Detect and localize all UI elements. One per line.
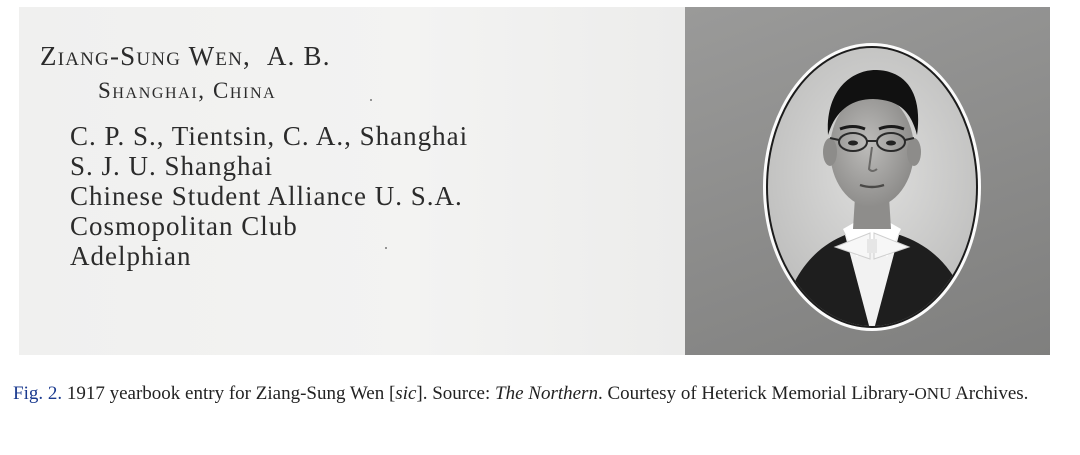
portrait-illustration <box>685 7 1050 355</box>
portrait-photo <box>685 7 1050 355</box>
caption-text: . Courtesy of Heterick Memorial Library- <box>597 383 915 404</box>
activity-item: Chinese Student Alliance U. S.A. <box>70 181 463 211</box>
activity-list <box>70 121 468 271</box>
activity-item: Cosmopolitan Club <box>70 211 298 241</box>
figure-label[interactable]: Fig. 2. <box>13 383 63 404</box>
yearbook-scan <box>19 7 1050 355</box>
print-speck <box>370 99 372 101</box>
student-name-line <box>40 41 331 72</box>
caption-archive-abbrev: ONU <box>914 384 952 403</box>
caption-text: ]. Source: <box>416 383 496 404</box>
print-speck <box>385 247 387 249</box>
student-name: Ziang-Sung Wen, <box>40 41 251 71</box>
yearbook-text-panel <box>19 7 685 355</box>
caption-sic: sic <box>395 383 417 404</box>
student-degree: A. B. <box>266 41 331 71</box>
caption-text: 1917 yearbook entry for Ziang-Sung Wen [ <box>62 383 396 404</box>
caption-source-title: The Northern <box>495 383 598 404</box>
figure-caption <box>13 378 1053 410</box>
activity-item: C. P. S., Tientsin, C. A., Shanghai <box>70 121 469 151</box>
caption-text: Archives. <box>951 383 1029 404</box>
student-hometown: Shanghai, China <box>98 78 277 103</box>
activity-item: S. J. U. Shanghai <box>70 151 274 181</box>
activity-item: Adelphian <box>70 241 192 271</box>
